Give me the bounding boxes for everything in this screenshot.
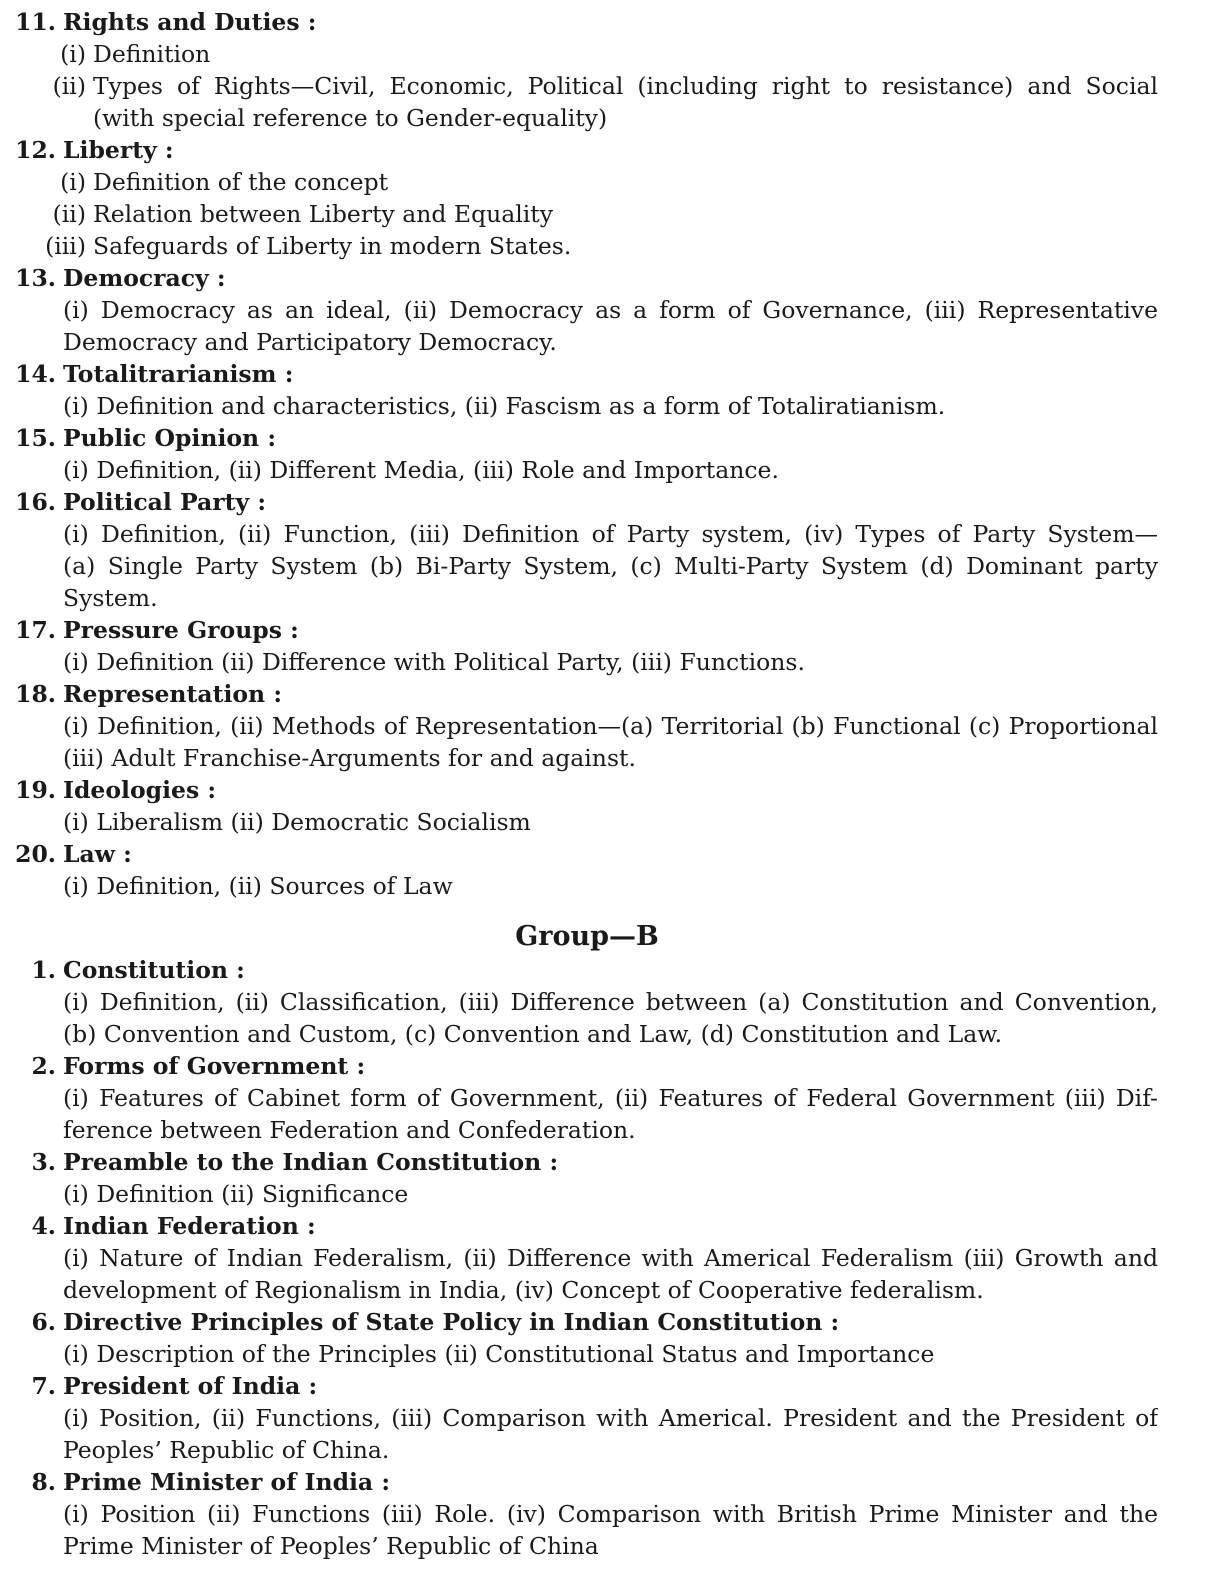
section-body: (i) Definition, (ii) Sources of Law	[63, 872, 453, 900]
section-heading: Representation :	[63, 680, 282, 708]
section-number: 14.	[15, 360, 56, 388]
section-body: (i) Position (ii) Functions (iii) Role. (iv) Comparison with British Prime Minister and the	[63, 1500, 1158, 1528]
section-body: (i) Definition, (ii) Methods of Representation—(a) Territorial (b) Functional (c) Proportional	[63, 712, 1158, 740]
section-heading: Forms of Government :	[63, 1052, 366, 1080]
section-number: 3.	[31, 1148, 56, 1176]
section-body: (i) Description of the Principles (ii) Constitutional Status and Importance	[63, 1340, 935, 1368]
section-number: 20.	[15, 840, 56, 868]
item-roman: (i)	[60, 40, 86, 68]
section-heading: Political Party :	[63, 488, 267, 516]
section-number: 6.	[31, 1308, 56, 1336]
section-heading: Constitution :	[63, 956, 245, 984]
section-body: (i) Nature of Indian Federalism, (ii) Difference with Americal Federalism (iii) Growth and	[63, 1244, 1158, 1272]
section-number: 13.	[15, 264, 56, 292]
item-text-continued: (with special reference to Gender-equality)	[93, 104, 608, 132]
section-heading: Prime Minister of India :	[63, 1468, 391, 1496]
section-number: 7.	[31, 1372, 56, 1400]
section-body: Prime Minister of Peoples’ Republic of China	[63, 1532, 599, 1560]
section-number: 16.	[15, 488, 56, 516]
section-number: 1.	[31, 956, 56, 984]
section-heading: Totalitrarianism :	[63, 360, 294, 388]
section-heading: Indian Federation :	[63, 1212, 316, 1240]
section-body: (i) Features of Cabinet form of Government, (ii) Features of Federal Government (iii) Dif-	[63, 1084, 1158, 1112]
section-number: 8.	[31, 1468, 56, 1496]
section-body: (i) Definition, (ii) Classification, (iii) Difference between (a) Constitution and Convention,	[63, 988, 1158, 1016]
section-heading: Liberty :	[63, 136, 174, 164]
item-roman: (iii)	[45, 232, 86, 260]
section-number: 15.	[15, 424, 56, 452]
section-heading: Democracy :	[63, 264, 226, 292]
section-heading: Pressure Groups :	[63, 616, 299, 644]
section-body: (i) Liberalism (ii) Democratic Socialism	[63, 808, 531, 836]
section-number: 12.	[15, 136, 56, 164]
section-body: (iii) Adult Franchise-Arguments for and against.	[63, 744, 636, 772]
section-body: (a) Single Party System (b) Bi-Party System, (c) Multi-Party System (d) Dominant party	[63, 552, 1158, 580]
item-text: Definition of the concept	[93, 168, 389, 196]
section-number: 18.	[15, 680, 56, 708]
section-heading: Ideologies :	[63, 776, 217, 804]
section-body: Peoples’ Republic of China.	[63, 1436, 390, 1464]
group-b-title: Group—B	[515, 921, 659, 952]
section-body: (b) Convention and Custom, (c) Convention and Law, (d) Constitution and Law.	[63, 1020, 1003, 1048]
section-number: 17.	[15, 616, 56, 644]
section-number: 19.	[15, 776, 56, 804]
section-heading: Directive Principles of State Policy in Indian Constitution :	[63, 1308, 840, 1336]
section-body: ference between Federation and Confederation.	[63, 1116, 636, 1144]
section-heading: Law :	[63, 840, 132, 868]
section-heading: Public Opinion :	[63, 424, 276, 452]
section-body: (i) Position, (ii) Functions, (iii) Comparison with Americal. President and the President of	[63, 1404, 1158, 1432]
section-body: Democracy and Participatory Democracy.	[63, 328, 557, 356]
section-body: (i) Definition (ii) Difference with Political Party, (iii) Functions.	[63, 648, 805, 676]
section-body: development of Regionalism in India, (iv) Concept of Cooperative federalism.	[63, 1276, 984, 1304]
section-body: (i) Definition and characteristics, (ii) Fascism as a form of Totaliratianism.	[63, 392, 946, 420]
section-body: System.	[63, 584, 158, 612]
item-roman: (ii)	[52, 72, 86, 100]
item-text: Definition	[93, 40, 211, 68]
section-number: 11.	[15, 8, 56, 36]
section-heading: President of India :	[63, 1372, 318, 1400]
section-number: 4.	[31, 1212, 56, 1240]
section-heading: Rights and Duties :	[63, 8, 317, 36]
item-text: Relation between Liberty and Equality	[93, 200, 554, 228]
item-text: Types of Rights—Civil, Economic, Political (including right to resistance) and Social	[93, 72, 1158, 100]
item-roman: (ii)	[52, 200, 86, 228]
section-number: 2.	[31, 1052, 56, 1080]
section-body: (i) Definition, (ii) Different Media, (iii) Role and Importance.	[63, 456, 779, 484]
section-body: (i) Definition (ii) Significance	[63, 1180, 409, 1208]
section-heading: Preamble to the Indian Constitution :	[63, 1148, 559, 1176]
section-body: (i) Definition, (ii) Function, (iii) Definition of Party system, (iv) Types of Party System—	[63, 520, 1158, 548]
section-body: (i) Democracy as an ideal, (ii) Democracy as a form of Governance, (iii) Representative	[63, 296, 1158, 324]
item-text: Safeguards of Liberty in modern States.	[93, 232, 572, 260]
item-roman: (i)	[60, 168, 86, 196]
